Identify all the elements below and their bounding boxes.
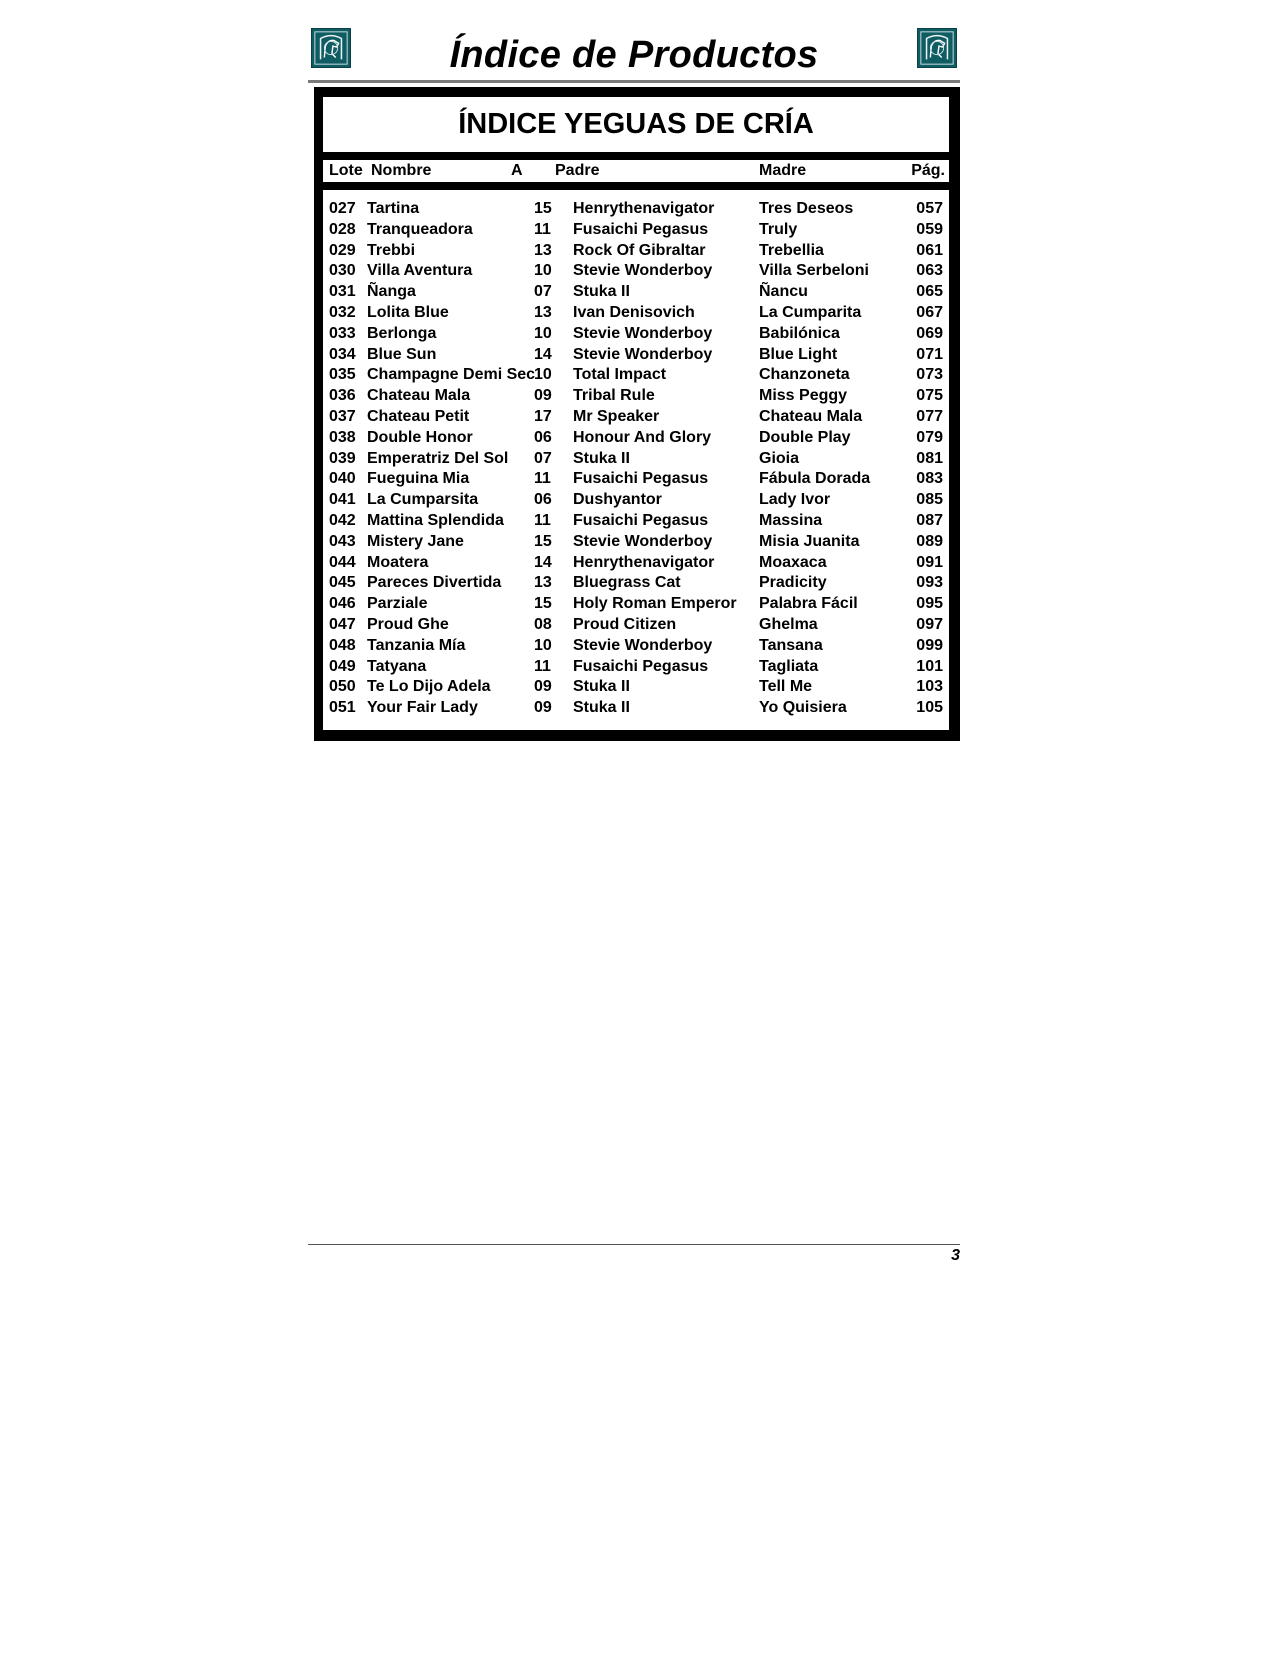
cell-a: 07 <box>534 283 552 301</box>
page-number: 3 <box>951 1247 960 1264</box>
cell-madre: Tres Deseos <box>759 200 854 217</box>
cell-a: 11 <box>534 657 551 675</box>
cell-a: 10 <box>534 324 552 342</box>
table-row <box>323 658 949 678</box>
table-row <box>323 470 949 490</box>
cell-pag: 103 <box>916 678 943 696</box>
cell-nombre: La Cumparsita <box>367 491 479 509</box>
column-header-lote: Lote <box>329 162 363 179</box>
cell-madre: Yo Quisiera <box>759 699 847 717</box>
cell-lote: 027 <box>329 200 356 217</box>
cell-padre: Ivan Denisovich <box>573 304 695 321</box>
cell-madre: Tagliata <box>759 657 819 675</box>
page-title: Índice de Productos <box>449 34 819 76</box>
cell-nombre: Ñanga <box>367 283 416 301</box>
cell-lote: 042 <box>329 512 356 529</box>
cell-nombre: Proud Ghe <box>367 616 449 633</box>
cell-pag: 087 <box>916 512 943 529</box>
cell-a: 06 <box>534 428 552 446</box>
cell-padre: Stevie Wonderboy <box>573 262 713 280</box>
cell-madre: Double Play <box>759 428 851 446</box>
cell-padre: Fusaichi Pegasus <box>573 512 709 529</box>
cell-a: 11 <box>534 220 551 238</box>
cell-padre: Dushyantor <box>573 491 662 509</box>
table-row <box>323 574 949 594</box>
cell-padre: Tribal Rule <box>573 387 655 405</box>
cell-pag: 105 <box>916 699 943 717</box>
cell-lote: 046 <box>329 595 356 613</box>
cell-nombre: Champagne Demi Sec <box>367 366 536 384</box>
cell-a: 10 <box>534 636 552 654</box>
cell-padre: Stevie Wonderboy <box>573 324 713 342</box>
column-header-padre: Padre <box>555 162 600 179</box>
index-title-panel <box>323 97 949 152</box>
table-row <box>323 221 949 241</box>
cell-padre: Stuka II <box>573 699 630 717</box>
cell-pag: 077 <box>916 408 943 425</box>
cell-pag: 081 <box>916 449 943 467</box>
table-row <box>323 512 949 532</box>
cell-padre: Stuka II <box>573 678 630 696</box>
cell-madre: Ghelma <box>759 616 818 633</box>
cell-madre: Massina <box>759 512 823 529</box>
cell-madre: Truly <box>759 220 798 238</box>
cell-pag: 057 <box>916 200 943 217</box>
cell-lote: 051 <box>329 699 356 717</box>
index-table-body <box>323 190 949 730</box>
cell-nombre: Mattina Splendida <box>367 512 504 529</box>
cell-lote: 050 <box>329 678 356 696</box>
cell-madre: Villa Serbeloni <box>759 262 869 280</box>
cell-pag: 089 <box>916 532 943 550</box>
cell-madre: Pradicity <box>759 574 827 592</box>
cell-pag: 095 <box>916 595 943 613</box>
cell-a: 15 <box>534 532 552 550</box>
cell-madre: Misia Juanita <box>759 532 860 550</box>
table-row <box>323 346 949 366</box>
cell-padre: Stevie Wonderboy <box>573 636 713 654</box>
table-row <box>323 491 949 511</box>
cell-a: 13 <box>534 574 552 592</box>
cell-pag: 067 <box>916 304 943 321</box>
cell-nombre: Berlonga <box>367 324 437 342</box>
cell-nombre: Te Lo Dijo Adela <box>367 678 491 696</box>
footer-divider <box>308 1244 960 1245</box>
cell-padre: Total Impact <box>573 366 667 384</box>
cell-pag: 059 <box>916 220 943 238</box>
cell-lote: 031 <box>329 283 356 301</box>
cell-madre: Ñancu <box>759 283 808 301</box>
cell-madre: Tansana <box>759 636 823 654</box>
cell-madre: Miss Peggy <box>759 387 848 405</box>
table-row <box>323 637 949 657</box>
cell-nombre: Your Fair Lady <box>367 699 478 717</box>
cell-nombre: Fueguina Mia <box>367 470 470 488</box>
cell-nombre: Tartina <box>367 200 420 217</box>
cell-pag: 097 <box>916 616 943 633</box>
cell-a: 10 <box>534 262 552 280</box>
cell-a: 15 <box>534 595 552 613</box>
cell-a: 09 <box>534 678 552 696</box>
cell-a: 09 <box>534 387 552 405</box>
cell-padre: Fusaichi Pegasus <box>573 657 709 675</box>
cell-pag: 069 <box>916 324 943 342</box>
cell-padre: Fusaichi Pegasus <box>573 220 709 238</box>
cell-lote: 028 <box>329 220 356 238</box>
cell-a: 11 <box>534 470 551 488</box>
cell-a: 10 <box>534 366 552 384</box>
column-header-madre: Madre <box>759 162 807 179</box>
cell-lote: 037 <box>329 408 356 425</box>
cell-a: 08 <box>534 616 552 633</box>
cell-lote: 048 <box>329 636 356 654</box>
cell-nombre: Villa Aventura <box>367 262 473 280</box>
cell-a: 15 <box>534 200 552 217</box>
column-header-nombre: Nombre <box>371 162 432 179</box>
cell-madre: Trebellia <box>759 241 824 259</box>
table-row <box>323 262 949 282</box>
cell-lote: 034 <box>329 345 356 363</box>
cell-nombre: Tatyana <box>367 657 427 675</box>
table-row <box>323 533 949 553</box>
column-header-row <box>323 160 949 182</box>
cell-padre: Fusaichi Pegasus <box>573 470 709 488</box>
cell-nombre: Trebbi <box>367 241 416 259</box>
cell-pag: 091 <box>916 553 943 571</box>
cell-nombre: Tranqueadora <box>367 220 473 238</box>
table-row <box>323 200 949 220</box>
cell-lote: 038 <box>329 428 356 446</box>
cell-lote: 035 <box>329 366 356 384</box>
table-row <box>323 450 949 470</box>
cell-nombre: Blue Sun <box>367 345 437 363</box>
table-row <box>323 429 949 449</box>
cell-nombre: Chateau Petit <box>367 408 470 425</box>
cell-madre: Gioia <box>759 449 800 467</box>
cell-lote: 044 <box>329 553 356 571</box>
table-row <box>323 387 949 407</box>
cell-a: 09 <box>534 699 552 717</box>
cell-nombre: Pareces Divertida <box>367 574 502 592</box>
horse-logo-icon <box>917 28 957 68</box>
cell-a: 17 <box>534 408 552 425</box>
cell-a: 14 <box>534 553 552 571</box>
cell-pag: 083 <box>916 470 943 488</box>
cell-lote: 033 <box>329 324 356 342</box>
cell-madre: Chanzoneta <box>759 366 850 384</box>
cell-padre: Stuka II <box>573 449 630 467</box>
cell-pag: 085 <box>916 491 943 509</box>
cell-lote: 030 <box>329 262 356 280</box>
cell-padre: Rock Of Gibraltar <box>573 241 706 259</box>
cell-madre: Blue Light <box>759 345 838 363</box>
cell-pag: 075 <box>916 387 943 405</box>
cell-pag: 071 <box>916 345 943 363</box>
cell-padre: Proud Citizen <box>573 616 677 633</box>
cell-nombre: Mistery Jane <box>367 532 464 550</box>
cell-lote: 029 <box>329 241 356 259</box>
cell-a: 13 <box>534 241 552 259</box>
table-row <box>323 595 949 615</box>
cell-padre: Bluegrass Cat <box>573 574 681 592</box>
table-row <box>323 408 949 428</box>
cell-pag: 099 <box>916 636 943 654</box>
cell-pag: 101 <box>916 657 943 675</box>
cell-a: 07 <box>534 449 552 467</box>
table-row <box>323 304 949 324</box>
cell-nombre: Emperatriz Del Sol <box>367 449 509 467</box>
cell-lote: 040 <box>329 470 356 488</box>
index-frame <box>314 87 960 741</box>
cell-padre: Honour And Glory <box>573 428 712 446</box>
cell-pag: 073 <box>916 366 943 384</box>
cell-padre: Mr Speaker <box>573 408 660 425</box>
cell-a: 13 <box>534 304 552 321</box>
table-row <box>323 554 949 574</box>
table-row <box>323 366 949 386</box>
cell-a: 14 <box>534 345 552 363</box>
cell-lote: 039 <box>329 449 356 467</box>
cell-padre: Holy Roman Emperor <box>573 595 737 613</box>
cell-lote: 049 <box>329 657 356 675</box>
table-row <box>323 283 949 303</box>
cell-nombre: Parziale <box>367 595 428 613</box>
table-row <box>323 678 949 698</box>
cell-nombre: Double Honor <box>367 428 473 446</box>
cell-nombre: Lolita Blue <box>367 304 449 321</box>
cell-padre: Henrythenavigator <box>573 200 715 217</box>
cell-pag: 065 <box>916 283 943 301</box>
cell-lote: 047 <box>329 616 356 633</box>
cell-nombre: Chateau Mala <box>367 387 471 405</box>
cell-lote: 036 <box>329 387 356 405</box>
cell-madre: Palabra Fácil <box>759 595 858 613</box>
cell-padre: Stevie Wonderboy <box>573 345 713 363</box>
cell-padre: Stevie Wonderboy <box>573 532 713 550</box>
cell-nombre: Moatera <box>367 553 429 571</box>
table-row <box>323 325 949 345</box>
cell-madre: Chateau Mala <box>759 408 863 425</box>
cell-a: 06 <box>534 491 552 509</box>
table-row <box>323 616 949 636</box>
cell-padre: Henrythenavigator <box>573 553 715 571</box>
page-header <box>308 28 960 84</box>
cell-lote: 045 <box>329 574 356 592</box>
cell-madre: Fábula Dorada <box>759 470 871 488</box>
index-title: ÍNDICE YEGUAS DE CRÍA <box>458 108 814 140</box>
header-divider <box>308 80 960 83</box>
table-row <box>323 699 949 719</box>
cell-pag: 093 <box>916 574 943 592</box>
cell-pag: 063 <box>916 262 943 280</box>
column-header-a: A <box>511 162 523 179</box>
cell-pag: 061 <box>916 241 943 259</box>
cell-lote: 041 <box>329 491 356 509</box>
table-row <box>323 242 949 262</box>
cell-pag: 079 <box>916 428 943 446</box>
cell-madre: Lady Ivor <box>759 491 831 509</box>
cell-a: 11 <box>534 512 551 529</box>
cell-lote: 043 <box>329 532 356 550</box>
cell-lote: 032 <box>329 304 356 321</box>
cell-madre: Moaxaca <box>759 553 827 571</box>
cell-madre: Tell Me <box>759 678 813 696</box>
cell-nombre: Tanzania Mía <box>367 636 466 654</box>
cell-madre: Babilónica <box>759 324 840 342</box>
cell-madre: La Cumparita <box>759 304 862 321</box>
column-header-pag: Pág. <box>911 162 945 179</box>
cell-padre: Stuka II <box>573 283 630 301</box>
